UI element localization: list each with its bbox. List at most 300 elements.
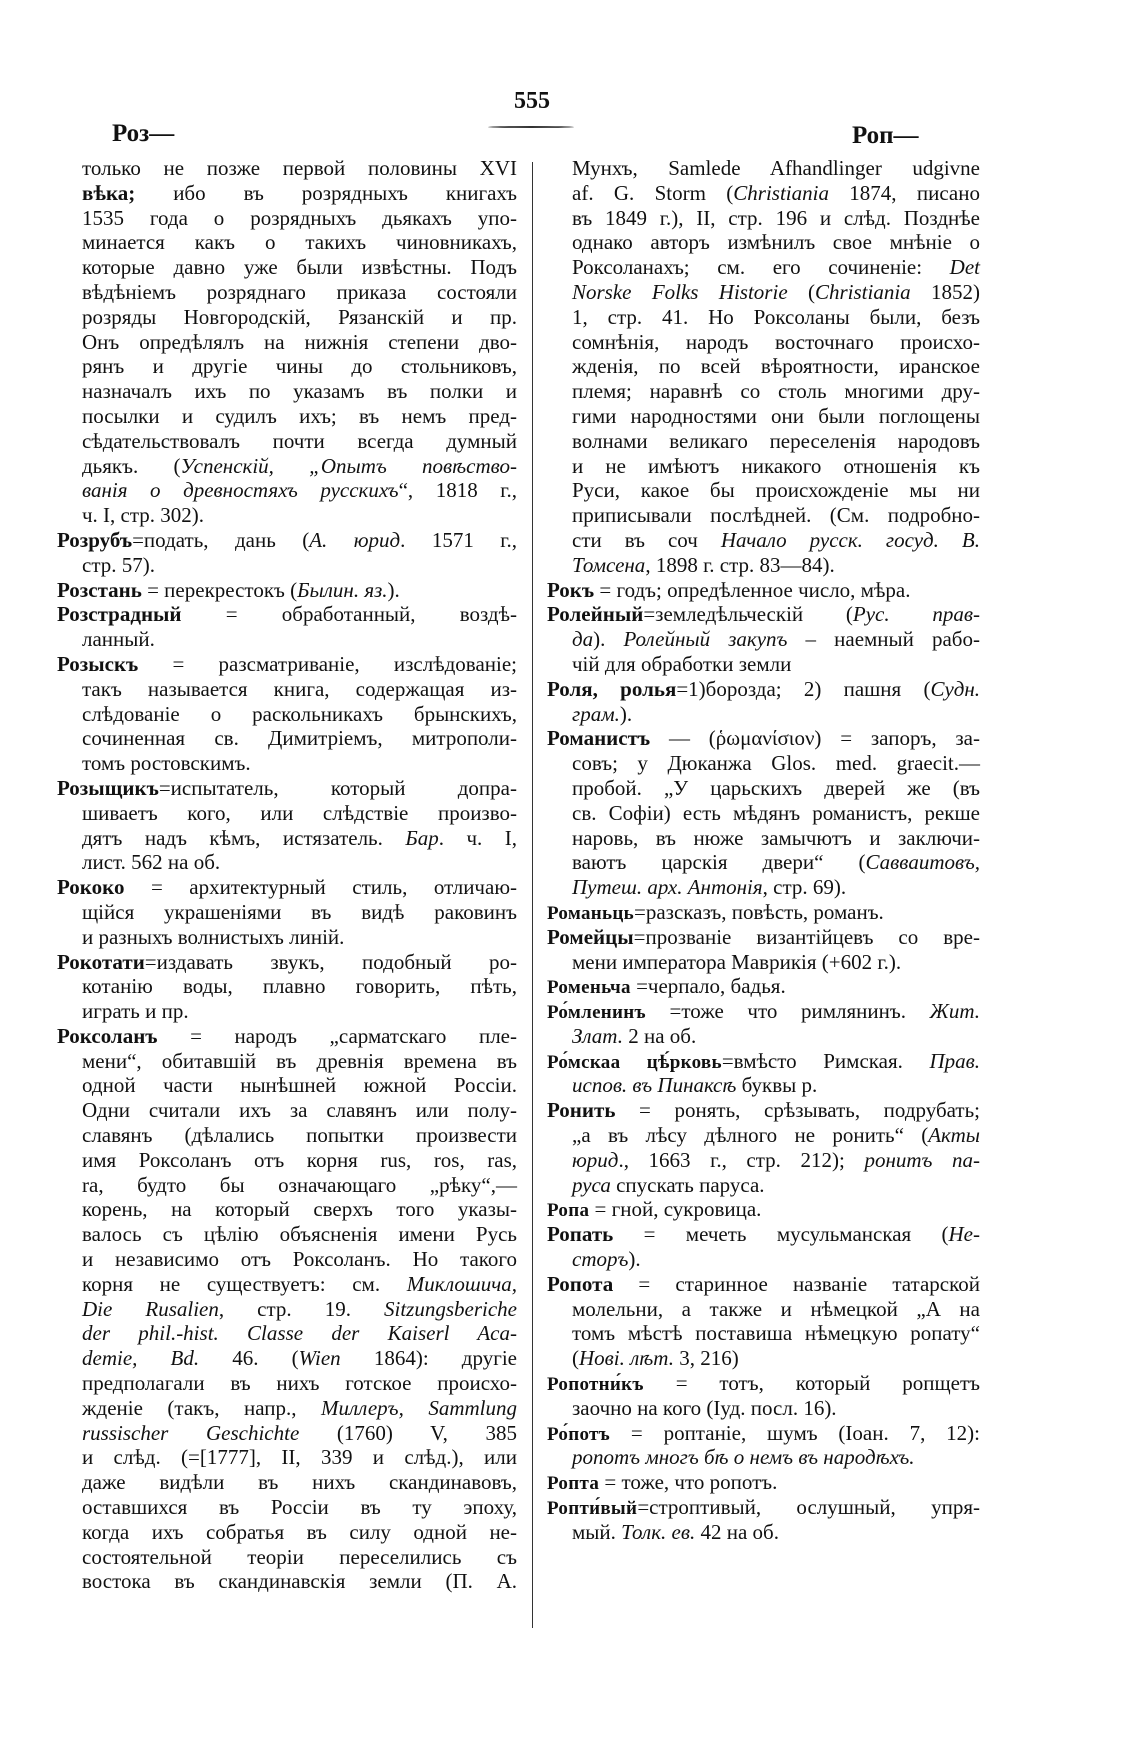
definition-text: 1, стр. 41. Но Роксоланы были, безъ	[572, 304, 980, 329]
headword: Ро́потъ	[547, 1423, 611, 1445]
definition-text: af. G. Storm (	[572, 180, 734, 205]
definition-text: и независимо отъ Роксоланъ. Но такого	[82, 1247, 517, 1272]
citation-text: Путеш. арх. Антонія	[572, 875, 763, 900]
text-line	[572, 379, 980, 404]
dictionary-entry	[547, 1421, 980, 1471]
text-line	[82, 1148, 517, 1173]
text-line	[82, 478, 517, 503]
text-line	[547, 1098, 980, 1123]
text-line	[57, 875, 517, 900]
dictionary-entry	[547, 974, 980, 999]
text-line	[572, 255, 980, 280]
continued-entry	[57, 156, 517, 528]
dictionary-entry	[547, 1470, 980, 1495]
headword: Романистъ	[547, 726, 651, 751]
text-line	[572, 850, 980, 875]
text-line	[572, 1247, 980, 1272]
citation-text: Бар	[405, 825, 439, 850]
definition-text: = роптаніе, шумъ (Іоан. 7, 12):	[610, 1420, 980, 1445]
dictionary-entry	[547, 726, 980, 900]
text-line	[572, 1148, 980, 1173]
definition-text: посылки и судилъ ихъ; въ немъ пред-	[82, 403, 517, 428]
citation-text: Christiania	[814, 279, 911, 304]
definition-text: состоятельной теоріи переселились съ	[82, 1544, 517, 1569]
text-line	[82, 900, 517, 925]
citation-text: Norske Folks Historie	[572, 279, 788, 304]
definition-text: = архитектурный стиль, отличаю-	[124, 875, 517, 900]
definition-text: ваютъ царскія двери“ (	[572, 850, 866, 875]
citation-text: Прав.	[929, 1048, 980, 1073]
headword: Рокъ	[547, 577, 595, 602]
definition-text: однако авторъ измѣнилъ свое мнѣніе о	[572, 230, 980, 255]
definition-text: мени императора Маврикія (+602 г.).	[572, 949, 902, 974]
definition-text: жденіе (такъ, напр.,	[82, 1395, 322, 1420]
citation-text: ропотъ многъ бѣ о немъ въ народѣхъ.	[572, 1445, 915, 1470]
text-line	[572, 305, 980, 330]
headword: Ро́мскаа цѣ́рковь	[547, 1051, 722, 1073]
text-line	[572, 503, 980, 528]
definition-text: стр. 57).	[82, 552, 155, 577]
text-line	[82, 280, 517, 305]
citation-text: Саввaитовъ,	[865, 850, 980, 875]
definition-text: “, 1818 г.,	[398, 478, 517, 503]
text-line	[572, 1445, 980, 1470]
definition-text: и не имѣютъ никакого отношенія къ	[572, 453, 980, 478]
definition-text: наровь, въ нюже замычютъ и заключи-	[572, 825, 980, 850]
definition-text: предполагали въ нихъ готское происхо-	[82, 1371, 517, 1396]
text-line	[547, 578, 980, 603]
citation-text: Det	[949, 255, 980, 280]
definition-text: только не позже первой половины XVI	[82, 156, 517, 180]
text-line	[82, 1098, 517, 1123]
text-line	[572, 1520, 980, 1545]
definition-text: =тоже что римлянинъ.	[645, 999, 930, 1024]
definition-text: = годъ; опредѣленное число, мѣра.	[594, 577, 911, 602]
headword: Ропотни́къ	[547, 1374, 644, 1396]
citation-text: Акты	[928, 1123, 980, 1148]
headword: Ропа	[547, 1200, 590, 1222]
definition-text: =издавать звукъ, подобный ро-	[144, 949, 517, 974]
text-line	[547, 726, 980, 751]
text-line	[547, 999, 980, 1024]
headword: Ролейный	[547, 602, 644, 627]
dictionary-entry	[547, 1197, 980, 1222]
dictionary-entry	[57, 950, 517, 1024]
definition-text: розряды Новгородскій, Рязанскій и пр.	[82, 304, 517, 329]
text-line	[82, 379, 517, 404]
text-line	[82, 156, 517, 181]
dictionary-entry	[547, 1371, 980, 1421]
text-line	[82, 974, 517, 999]
text-line	[572, 454, 980, 479]
definition-text: заочно на кого (Іуд. посл. 16).	[572, 1395, 837, 1420]
text-line	[572, 156, 980, 181]
text-line	[57, 1024, 517, 1049]
definition-text: = гной, сукровица.	[589, 1197, 762, 1222]
citation-text: Успенскій, „Опытъ повѣство-	[180, 453, 517, 478]
citation-text: Christiania	[733, 180, 829, 205]
definition-text: минается какъ о такихъ чиновникахъ,	[82, 230, 517, 255]
definition-text: слѣдованіе о раскольникахъ брынскихъ,	[82, 701, 517, 726]
citation-text: да	[572, 627, 594, 652]
text-line	[82, 1569, 517, 1594]
text-line	[57, 950, 517, 975]
text-line	[82, 1247, 517, 1272]
definition-text: =подать, дань (	[132, 527, 310, 552]
citation-text: Злат.	[572, 1023, 623, 1048]
text-line	[82, 1520, 517, 1545]
definition-text: совъ; у Дюканжа Glos. med. graecit.—	[572, 751, 980, 776]
definition-text: = разсматриваніе, изслѣдованіе;	[138, 651, 517, 676]
text-line	[547, 900, 980, 925]
definition-text: ra, будто бы означающаго „рѣку“,—	[82, 1172, 517, 1197]
headword: Розыщикъ	[57, 775, 159, 800]
definition-text: 1874, писано	[828, 180, 980, 205]
headword: Ропти́вый	[547, 1498, 638, 1520]
definition-text: . 1571 г.,	[400, 527, 517, 552]
definition-text: рянъ и другіе чины до стольниковъ,	[82, 354, 517, 379]
citation-text: ронитъ па-	[864, 1147, 980, 1172]
definition-text: =испытатель, который допра-	[158, 775, 517, 800]
text-line	[547, 1495, 980, 1520]
text-line	[82, 1123, 517, 1148]
citation-text: ванія о древностяхъ русскихъ	[82, 478, 399, 503]
dictionary-entry	[57, 528, 517, 578]
page-number-rule	[488, 126, 574, 128]
bold-text: вѣка;	[82, 180, 136, 205]
definition-text: котанію воды, плавно говорить, пѣть,	[82, 974, 517, 999]
definition-text: =разсказъ, повѣсть, романъ.	[633, 899, 884, 924]
text-line	[82, 503, 517, 528]
definition-text: 2 на об.	[622, 1023, 697, 1048]
text-line	[57, 776, 517, 801]
text-line	[82, 826, 517, 851]
text-line	[82, 404, 517, 429]
text-line	[572, 826, 980, 851]
text-line	[82, 454, 517, 479]
text-line	[57, 652, 517, 677]
definition-text: пробой. „У царьскихъ дверей же (въ	[572, 775, 980, 800]
text-line	[57, 578, 517, 603]
text-line	[547, 677, 980, 702]
definition-text: назначалъ ихъ по указамъ въ полки и	[82, 379, 517, 404]
headword: Ропота	[547, 1271, 614, 1296]
text-line	[572, 627, 980, 652]
dictionary-entry	[57, 602, 517, 652]
headword: Розстрадный	[57, 602, 182, 627]
definition-text: племя; наравнѣ со столь многими дру-	[572, 379, 980, 404]
text-line	[82, 850, 517, 875]
left-column	[57, 156, 517, 1594]
definition-text: = ронять, срѣзывать, подрубать;	[615, 1098, 980, 1123]
definition-text: ланный.	[82, 627, 155, 652]
definition-text: =строптивый, ослушный, упря-	[637, 1495, 980, 1520]
definition-text: 1864): другіе	[340, 1346, 517, 1371]
text-line	[547, 974, 980, 999]
dictionary-entry	[547, 900, 980, 925]
definition-text: = тоже, что ропотъ.	[599, 1470, 778, 1495]
citation-text: А. юрид	[309, 527, 401, 552]
definition-text: ).	[619, 701, 633, 726]
definition-text: играть и пр.	[82, 999, 189, 1024]
text-line	[547, 1049, 980, 1074]
headword: Рокотати	[57, 949, 145, 974]
definition-text: , стр. 69).	[762, 875, 847, 900]
definition-text: , 1898 г. стр. 83—84).	[645, 552, 835, 577]
definition-text: вѣдѣніемъ розряднаго приказа состояли	[82, 279, 517, 304]
text-line	[82, 1222, 517, 1247]
headword: Ромейцы	[547, 924, 634, 949]
text-line	[572, 875, 980, 900]
dictionary-entry	[547, 578, 980, 603]
text-line	[547, 602, 980, 627]
continued-entry	[547, 156, 980, 578]
definition-text: = обработанный, воздѣ-	[181, 602, 517, 627]
text-line	[572, 801, 980, 826]
text-line	[82, 181, 517, 206]
definition-text: щійся украшеніями въ видѣ раковинъ	[82, 899, 517, 924]
definition-text: Руси, какое бы происхожденіе мы ни	[572, 478, 980, 503]
definition-text: которые давно уже были извѣстны. Подъ	[82, 255, 517, 280]
definition-text: чій для обработки земли	[572, 651, 792, 676]
text-line	[572, 528, 980, 553]
definition-text: корня не существуетъ: см.	[82, 1271, 407, 1296]
running-head-right: Роп—	[852, 122, 919, 149]
text-line	[82, 429, 517, 454]
text-line	[82, 1495, 517, 1520]
definition-text: сочиненная св. Димитріемъ, митрополи-	[82, 726, 517, 751]
citation-text: Рус. прав-	[852, 602, 980, 627]
text-line	[572, 429, 980, 454]
text-line	[572, 553, 980, 578]
dictionary-entry	[547, 1272, 980, 1371]
dictionary-entry	[547, 1049, 980, 1099]
definition-text: . ч. I,	[438, 825, 517, 850]
text-line	[572, 950, 980, 975]
text-line	[82, 1545, 517, 1570]
definition-text: – наемный рабо-	[787, 627, 980, 652]
text-line	[82, 1445, 517, 1470]
definition-text: ).	[387, 577, 400, 602]
definition-text: ., 1663 г., стр. 212);	[618, 1147, 865, 1172]
definition-text: востока въ скандинавскія земли (П. А.	[82, 1569, 517, 1594]
definition-text: ).	[628, 1247, 641, 1272]
text-line	[82, 1272, 517, 1297]
dictionary-entry	[57, 578, 517, 603]
definition-text: оставшихся въ Россіи въ ту эпоху,	[82, 1495, 517, 1520]
citation-text: грам.	[572, 701, 620, 726]
text-line	[82, 925, 517, 950]
dictionary-entry	[547, 602, 980, 676]
dictionary-entry	[57, 652, 517, 776]
text-line	[572, 478, 980, 503]
definition-text: томъ ростовскимъ.	[82, 751, 251, 776]
citation-text: Миллеръ, Sammlung	[321, 1395, 517, 1420]
text-line	[572, 354, 980, 379]
text-line	[547, 1421, 980, 1446]
citation-text: юрид	[572, 1147, 619, 1172]
citation-text: Нові. лѣт.	[579, 1346, 674, 1371]
definition-text: сомнѣнія, народъ восточнаго происхо-	[572, 329, 980, 354]
text-line	[572, 1297, 980, 1322]
text-line	[82, 1049, 517, 1074]
definition-text: корень, на который сверхъ того указы-	[82, 1197, 517, 1222]
dictionary-entry	[57, 1024, 517, 1594]
definition-text: 3, 216)	[673, 1346, 739, 1371]
text-line	[57, 602, 517, 627]
citation-text: Томсена	[572, 552, 646, 577]
definition-text: молельни, а также и нѣмецкой „А на	[572, 1296, 980, 1321]
headword: Рококо	[57, 875, 125, 900]
definition-text: славянъ (дѣлались попытки произвести	[82, 1123, 517, 1148]
definition-text: шиваетъ кого, или слѣдствіе произво-	[82, 800, 517, 825]
text-line	[572, 1123, 980, 1148]
definition-text: ).	[593, 627, 624, 652]
text-line	[82, 726, 517, 751]
definition-text: , стр. 19.	[218, 1296, 385, 1321]
citation-text: сторъ	[572, 1247, 629, 1272]
right-column	[547, 156, 980, 1545]
definition-text: (	[787, 279, 815, 304]
definition-text: Одни считали ихъ за славянъ или полу-	[82, 1098, 517, 1123]
dictionary-entry	[547, 1098, 980, 1197]
definition-text: сти въ соч	[572, 527, 721, 552]
citation-text: Толк. ев.	[621, 1519, 696, 1544]
dictionary-entry	[547, 677, 980, 727]
text-line	[572, 776, 980, 801]
citation-text: russischer Geschichte	[82, 1420, 300, 1445]
definition-text: „а въ лѣсу дѣлного не ронить“ (	[572, 1123, 929, 1148]
definition-text: мени“, обитавшій въ древнія времена въ	[82, 1048, 517, 1073]
definition-text: жденія, по всей вѣроятности, иранское	[572, 354, 980, 379]
citation-text: Миклошича,	[406, 1271, 517, 1296]
citation-text: Die Rusalien	[82, 1296, 219, 1321]
dictionary-entry	[547, 1222, 980, 1272]
text-line	[82, 751, 517, 776]
dictionary-entry	[57, 776, 517, 875]
text-line	[572, 1346, 980, 1371]
definition-text: =земледѣльческій (	[643, 602, 853, 627]
text-line	[57, 528, 517, 553]
definition-text: и разныхъ волнистыхъ линій.	[82, 924, 345, 949]
definition-text: = мечеть мусульманская (	[613, 1222, 949, 1247]
text-line	[572, 1321, 980, 1346]
text-line	[572, 280, 980, 305]
text-line	[547, 1371, 980, 1396]
citation-text: испов. въ Пинаксѣ	[572, 1073, 737, 1098]
text-line	[82, 206, 517, 231]
text-line	[82, 1321, 517, 1346]
definition-text: Мунхъ, Samlede Afhandlinger udgivne	[572, 156, 980, 180]
text-line	[82, 999, 517, 1024]
dictionary-entry	[547, 1495, 980, 1545]
text-line	[572, 206, 980, 231]
citation-text: Не-	[948, 1222, 980, 1247]
text-line	[82, 255, 517, 280]
definition-text: = народъ „сарматскаго пле-	[157, 1023, 517, 1048]
definition-text: спускать паруса.	[610, 1172, 765, 1197]
text-line	[572, 1396, 980, 1421]
definition-text: и слѣд. (=[1777], II, 339 и слѣд.), или	[82, 1445, 517, 1470]
definition-text: =черпало, бадья.	[630, 974, 786, 999]
dictionary-entry	[57, 875, 517, 949]
definition-text: 1535 года о розрядныхъ дьякахъ упо-	[82, 205, 517, 230]
text-line	[547, 1272, 980, 1297]
definition-text: (	[572, 1346, 579, 1371]
definition-text: 46. (	[199, 1346, 299, 1371]
text-line	[82, 553, 517, 578]
text-line	[572, 1024, 980, 1049]
definition-text: Онъ опредѣлялъ на нижнія степени дво-	[82, 329, 517, 354]
citation-text: Начало русск. госуд. В.	[720, 527, 980, 552]
headword: Ропта	[547, 1473, 600, 1495]
text-line	[82, 305, 517, 330]
headword: Розрубъ	[57, 527, 133, 552]
definition-text: св. Софіи) есть мѣдянъ романистъ, рекше	[572, 800, 980, 825]
citation-text: demie, Bd.	[82, 1346, 200, 1371]
definition-text: 42 на об.	[695, 1519, 779, 1544]
headword: Ропать	[547, 1222, 614, 1247]
definition-text: сѣдательствовалъ почти всегда думный	[82, 428, 517, 453]
citation-text: Судн.	[930, 676, 981, 701]
definition-text: ч. I, стр. 302).	[82, 503, 205, 528]
text-line	[82, 1396, 517, 1421]
definition-text: (1760) V, 385	[299, 1420, 517, 1445]
definition-text: мый.	[572, 1519, 622, 1544]
text-line	[82, 677, 517, 702]
text-line	[82, 1470, 517, 1495]
definition-text: ибо въ розрядныхъ книгахъ	[135, 180, 517, 205]
definition-text: лист. 562 на об.	[82, 850, 221, 875]
column-divider	[532, 162, 533, 1628]
text-line	[547, 1197, 980, 1222]
definition-text: когда ихъ собратья въ силу одной не-	[82, 1519, 517, 1544]
definition-text: =прозваніе византійцевъ со вре-	[633, 924, 980, 949]
text-line	[82, 627, 517, 652]
headword: Роксоланъ	[57, 1023, 158, 1048]
text-line	[547, 925, 980, 950]
text-line	[82, 1197, 517, 1222]
text-line	[82, 1173, 517, 1198]
citation-text: Жит.	[929, 999, 980, 1024]
text-line	[572, 404, 980, 429]
definition-text: такъ называется книга, содержащая из-	[82, 676, 517, 701]
definition-text: одной части нынѣшней южной Россіи.	[82, 1073, 517, 1098]
text-line	[82, 1297, 517, 1322]
dictionary-entry	[547, 925, 980, 975]
page-number: 555	[514, 88, 550, 114]
definition-text: = тотъ, который ропщетъ	[643, 1371, 980, 1396]
definition-text: 1852)	[910, 279, 980, 304]
text-line	[572, 751, 980, 776]
definition-text: валось съ цѣлію объясненія имени Русь	[82, 1222, 517, 1247]
text-line	[82, 801, 517, 826]
definition-text: приписывали послѣдней. (См. подробно-	[572, 503, 980, 528]
text-line	[547, 1470, 980, 1495]
headword: Роменьча	[547, 977, 631, 999]
text-line	[82, 1346, 517, 1371]
citation-text: Wien	[298, 1346, 341, 1371]
definition-text: = старинное названіе татарской	[613, 1271, 980, 1296]
definition-text: = перекрестокъ (	[141, 577, 298, 602]
text-line	[82, 354, 517, 379]
citation-text: Sitzungsberiche	[384, 1296, 517, 1321]
running-head-left: Роз—	[112, 120, 175, 147]
headword: Розстань	[57, 577, 142, 602]
citation-text: der phil.-hist. Classe der Kaiserl Aca-	[82, 1321, 517, 1346]
dictionary-entry	[547, 999, 980, 1049]
text-line	[572, 1173, 980, 1198]
